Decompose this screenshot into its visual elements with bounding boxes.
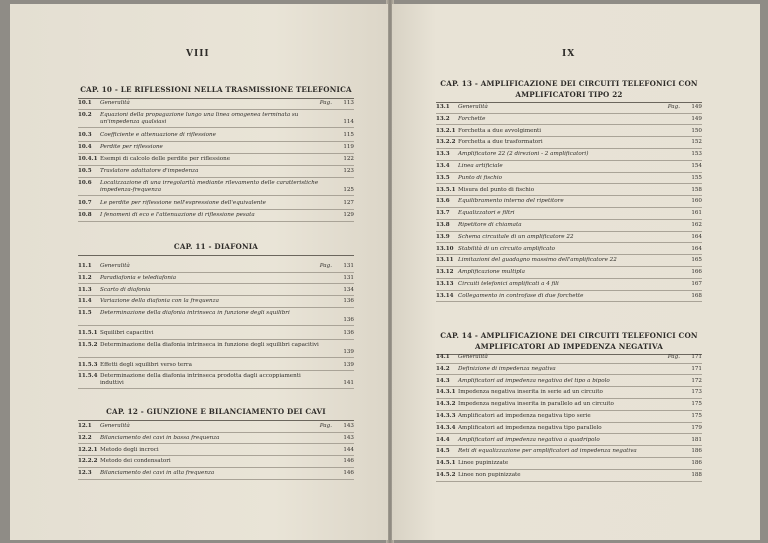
entry-title: Linea artificiale [458, 163, 503, 169]
entry-number: 13.12 [436, 269, 454, 276]
entry-page: 173 [691, 389, 702, 396]
entry-title: Metodo degli incroci [100, 446, 159, 453]
entry-separator [436, 219, 702, 220]
entry-number: 14.3.4 [436, 424, 456, 431]
entry-page: 114 [343, 119, 354, 125]
entry-title: Bilanciamento dei cavi in alta frequenza [100, 470, 215, 477]
entry-separator [436, 113, 702, 114]
toc-entry [78, 458, 354, 465]
toc-entry [78, 362, 354, 369]
toc-entry [436, 293, 702, 300]
entry-number: 12.1 [78, 423, 92, 429]
entry-page: 123 [343, 168, 354, 174]
entry-title: Definizione di impedenza negativa [458, 365, 556, 372]
entry-page: 119 [343, 144, 354, 150]
entry-number: 10.8 [78, 212, 92, 218]
entry-number: 11.4 [78, 298, 92, 305]
chapter-rule [78, 420, 354, 421]
entry-number: 11.5 [78, 310, 92, 317]
toc-entry [78, 156, 354, 163]
entry-page: 162 [691, 222, 702, 228]
entry-number: 11.5.1 [78, 330, 98, 336]
entry-page: 166 [691, 269, 702, 276]
entry-separator [78, 221, 354, 222]
toc-entry [436, 222, 702, 229]
toc-entry [78, 435, 354, 442]
entry-number: 13.1 [436, 104, 450, 110]
entry-number: 13.6 [436, 198, 450, 205]
chapter-title: CAP. 12 - GIUNZIONE E BILANCIAMENTO DEI CAVI [106, 407, 326, 416]
entry-number: 14.3.2 [436, 401, 456, 408]
entry-number: 14.4 [436, 436, 450, 443]
toc-entry [78, 470, 354, 477]
entry-number: 10.4.1 [78, 156, 98, 162]
entry-page: 146 [343, 470, 354, 477]
toc-entry [78, 132, 354, 139]
entry-separator [436, 231, 702, 232]
entry-page: 179 [691, 424, 702, 431]
entry-separator [78, 195, 354, 196]
entry-title: Amplificatori ad impedenza negativa tipo serie [458, 413, 591, 419]
entry-page: 125 [343, 187, 354, 193]
page-number: VIII [186, 49, 210, 59]
chapter-rule [78, 98, 354, 99]
entry-separator [436, 422, 702, 423]
chapter-title: CAP. 13 - AMPLIFICAZIONE DEI CIRCUITI TELEFONICI CON AMPLIFICATORI TIPO 22 [440, 79, 698, 99]
entry-page: 186 [691, 460, 702, 467]
pag-label: Pag. [319, 263, 332, 269]
entry-separator [436, 363, 702, 364]
entry-page: 122 [343, 156, 354, 162]
toc-entry [78, 423, 354, 430]
entry-title: Generalità [100, 100, 130, 106]
entry-number: 14.5.1 [436, 460, 456, 467]
entry-page: 164 [691, 233, 702, 240]
entry-title: Equilibramento interno del ripetitore [458, 198, 564, 205]
entry-number: 13.8 [436, 222, 450, 228]
entry-number: 14.5.2 [436, 472, 456, 478]
chapter-rule [78, 255, 354, 256]
entry-page: 127 [343, 200, 354, 206]
entry-page: 131 [343, 263, 354, 269]
entry-number: 13.5.1 [436, 186, 456, 193]
entry-separator [436, 207, 702, 208]
entry-page: 181 [691, 436, 702, 443]
entry-number: 13.14 [436, 292, 454, 299]
entry-page: 175 [691, 413, 702, 419]
entry-number: 11.5.3 [78, 361, 98, 368]
entry-page: 136 [343, 298, 354, 305]
entry-separator [78, 443, 354, 444]
entry-number: 11.2 [78, 274, 92, 281]
entry-title: Equazioni della propagazione lungo una linea omogenea terminata su un'impedenza qualsiasi [100, 112, 299, 125]
entry-page: 186 [691, 448, 702, 455]
entry-title: Amplificatori ad impedenza negativa tipo parallelo [458, 424, 602, 431]
toc-entry [436, 401, 702, 408]
entry-page: 160 [691, 198, 702, 205]
entry-title: Impedenza negativa inserita in serie ad un circuito [458, 389, 603, 396]
right-page [392, 4, 760, 540]
entry-number: 13.3 [436, 151, 450, 158]
toc-entry [436, 257, 702, 264]
entry-number: 11.3 [78, 286, 92, 293]
entry-page: 143 [343, 423, 354, 429]
toc-entry [436, 472, 702, 479]
entry-separator [436, 183, 702, 184]
entry-separator [436, 172, 702, 173]
entry-page: 152 [691, 139, 702, 146]
toc-entry [78, 263, 354, 270]
entry-number: 10.1 [78, 100, 92, 106]
toc-entry [436, 116, 702, 123]
toc-entry [436, 198, 702, 205]
toc-entry [436, 246, 702, 253]
entry-page: 136 [343, 317, 354, 324]
entry-page: 158 [691, 186, 702, 193]
entry-page: 167 [691, 281, 702, 287]
entry-title: Generalità [458, 354, 488, 360]
entry-number: 11.5.4 [78, 373, 98, 380]
toc-entry [436, 187, 702, 194]
entry-title: Collegamento in controfase di due forchette [458, 292, 584, 299]
entry-page: 113 [343, 100, 354, 106]
entry-separator [436, 301, 702, 302]
entry-page: 136 [343, 330, 354, 336]
entry-page: 155 [691, 174, 702, 181]
entry-separator [436, 386, 702, 387]
entry-title: Determinazione della diafonia intrinseca in funzione degli squilibri [100, 310, 290, 317]
entry-separator [436, 136, 702, 137]
entry-title: Reti di equalizzazione per amplificatori ad impedenza negativa [458, 448, 637, 455]
entry-title: Forchetta a due trasformatori [458, 139, 543, 146]
entry-title: Metodo dei condensatori [100, 458, 171, 465]
page-number: IX [562, 49, 576, 59]
entry-page: 139 [343, 348, 354, 355]
entry-page: 149 [691, 115, 702, 122]
entry-separator [78, 370, 354, 371]
toc-entry [436, 366, 702, 373]
entry-title: Variazione della diafonia con la frequenza [100, 298, 219, 305]
entry-number: 13.5 [436, 174, 450, 181]
chapter-title: CAP. 10 - LE RIFLESSIONI NELLA TRASMISSIONE TELEFONICA [80, 85, 352, 94]
entry-page: 131 [343, 274, 354, 281]
entry-title: Generalità [100, 263, 130, 269]
entry-title: Coefficiente e attenuazione di riflessione [100, 132, 216, 138]
entry-separator [78, 388, 354, 389]
toc-entry [78, 275, 354, 282]
entry-number: 12.2 [78, 434, 92, 441]
toc-entry [436, 128, 702, 135]
entry-separator [78, 209, 354, 210]
toc-entry [78, 144, 354, 151]
entry-number: 11.5.2 [78, 341, 98, 348]
toc-entry [78, 342, 354, 356]
entry-separator [436, 469, 702, 470]
entry-page: 175 [691, 401, 702, 408]
entry-title: Esempi di calcolo delle perdite per riflessione [100, 156, 231, 162]
entry-title: Amplificatore 22 (2 direzioni - 2 amplificatori) [458, 151, 589, 158]
toc-entry [436, 104, 702, 111]
entry-title: Determinazione della diafonia intrinseca prodotta dagli accoppiamenti induttivi [100, 373, 301, 387]
toc-entry [78, 168, 354, 175]
entry-separator [78, 272, 354, 273]
entry-title: Effetti degli squilibri verso terra [100, 361, 192, 368]
entry-title: Determinazione della diafonia intrinseca in funzione degli squilibri capacitivi [100, 341, 319, 348]
entry-separator [436, 410, 702, 411]
entry-title: Amplificatori ad impedenza negativa a quadripolo [458, 436, 600, 443]
entry-separator [436, 481, 702, 482]
entry-number: 14.3.3 [436, 413, 456, 419]
toc-entry [436, 378, 702, 385]
entry-title: Le perdite per riflessione nell'espressione dell'equivalente [100, 200, 266, 206]
chapter-rule [436, 102, 702, 103]
toc-entry [436, 425, 702, 432]
entry-title: Forchette [458, 115, 486, 122]
entry-separator [78, 283, 354, 284]
entry-title: Squilibri capacitivi [100, 330, 154, 336]
toc-entry [436, 163, 702, 170]
entry-page: 150 [691, 127, 702, 134]
entry-separator [436, 254, 702, 255]
toc-entry [78, 287, 354, 294]
toc-entry [436, 448, 702, 455]
entry-page: 129 [343, 212, 354, 218]
entry-title: Generalità [100, 423, 130, 429]
entry-separator [78, 127, 354, 128]
entry-separator [78, 109, 354, 110]
entry-number: 14.3.1 [436, 389, 456, 396]
entry-title: Linee non pupinizzate [458, 472, 521, 478]
entry-page: 149 [691, 104, 702, 110]
entry-title: Linee pupinizzate [458, 460, 509, 467]
entry-separator [78, 357, 354, 358]
entry-page: 144 [343, 446, 354, 453]
entry-number: 12.2.1 [78, 446, 98, 453]
entry-title: Amplificazione multipla [458, 269, 525, 276]
entry-number: 13.13 [436, 281, 454, 287]
entry-number: 13.10 [436, 245, 454, 252]
entry-separator [436, 445, 702, 446]
entry-separator [436, 266, 702, 267]
toc-entry [436, 175, 702, 182]
entry-number: 13.7 [436, 210, 450, 217]
entry-title: Limitazioni del guadagno massimo dell'amplificatore 22 [458, 257, 617, 264]
entry-page: 143 [343, 434, 354, 441]
entry-separator [78, 432, 354, 433]
entry-number: 13.2.2 [436, 139, 456, 146]
entry-title: I fenomeni di eco e l'attenuazione di riflessione pesata [100, 212, 255, 218]
entry-separator [436, 160, 702, 161]
toc-entry [436, 460, 702, 467]
entry-title: Stabilità di un circuito amplificato [458, 245, 555, 252]
entry-title: Forchetta a due avvolgimenti [458, 127, 542, 134]
entry-page: 153 [691, 151, 702, 158]
entry-title: Paradiafonia e telediafonia [100, 274, 177, 281]
entry-page: 161 [691, 210, 702, 217]
entry-separator [78, 325, 354, 326]
entry-title: Equalizzatori e filtri [458, 210, 515, 217]
entry-separator [78, 479, 354, 480]
pag-label: Pag. [319, 100, 332, 106]
entry-title: Ripetitore di chiamata [458, 222, 522, 228]
entry-page: 139 [343, 361, 354, 368]
toc-entry [436, 269, 702, 276]
toc-entry [436, 437, 702, 444]
entry-title: Impedenza negativa inserita in parallelo ad un circuito [458, 401, 614, 408]
entry-title: Perdite per riflessione [100, 144, 163, 150]
toc-entry [436, 281, 702, 288]
entry-title: Localizzazione di una irregolarità mediante rilevamento delle caratteristiche impedenza-frequenza [100, 180, 319, 193]
entry-number: 10.5 [78, 168, 92, 174]
left-page [10, 4, 388, 540]
entry-page: 171 [691, 365, 702, 372]
toc-entry [436, 210, 702, 217]
entry-page: 171 [691, 354, 702, 360]
entry-separator [436, 433, 702, 434]
entry-separator [436, 195, 702, 196]
entry-separator [78, 339, 354, 340]
entry-number: 10.3 [78, 132, 92, 138]
entry-separator [78, 153, 354, 154]
entry-separator [436, 148, 702, 149]
entry-number: 12.2.2 [78, 458, 98, 465]
entry-page: 134 [343, 286, 354, 293]
toc-entry [78, 298, 354, 305]
entry-number: 14.3 [436, 377, 450, 384]
entry-number: 10.4 [78, 144, 92, 150]
entry-separator [436, 290, 702, 291]
entry-number: 10.6 [78, 180, 92, 186]
entry-page: 115 [343, 132, 354, 138]
toc-entry [78, 180, 354, 194]
entry-separator [78, 467, 354, 468]
entry-page: 168 [691, 292, 702, 299]
entry-title: Scarto di diafonia [100, 286, 151, 293]
entry-page: 165 [691, 257, 702, 264]
entry-number: 10.2 [78, 112, 92, 118]
entry-number: 13.4 [436, 163, 450, 169]
toc-entry [78, 373, 354, 387]
toc-entry [436, 389, 702, 396]
toc-entry [78, 200, 354, 207]
entry-number: 13.9 [436, 233, 450, 240]
entry-number: 13.11 [436, 257, 454, 264]
entry-number: 14.2 [436, 365, 450, 372]
entry-separator [436, 124, 702, 125]
entry-page: 172 [691, 377, 702, 384]
entry-separator [78, 307, 354, 308]
toc-entry [78, 330, 354, 337]
toc-entry [78, 112, 354, 126]
entry-separator [78, 455, 354, 456]
entry-page: 164 [691, 245, 702, 252]
entry-page: 154 [691, 163, 702, 169]
entry-page: 188 [691, 472, 702, 478]
entry-separator [78, 141, 354, 142]
entry-number: 14.5 [436, 448, 450, 455]
entry-title: Punto di fischio [458, 174, 503, 181]
entry-separator [78, 165, 354, 166]
entry-number: 13.2 [436, 115, 450, 122]
toc-entry [436, 139, 702, 146]
toc-entry [436, 413, 702, 420]
chapter-title: CAP. 11 - DIAFONIA [173, 242, 259, 251]
pag-label: Pag. [667, 354, 680, 360]
pag-label: Pag. [667, 104, 680, 110]
entry-separator [436, 278, 702, 279]
entry-page: 141 [343, 380, 354, 387]
entry-title: Traslatore adattatore d'impedenza [100, 168, 199, 174]
entry-title: Schema circuitale di un amplificatore 22 [458, 233, 574, 240]
pag-label: Pag. [319, 423, 332, 429]
entry-number: 10.7 [78, 200, 92, 206]
entry-title: Circuiti telefonici amplificati a 4 fili [458, 281, 559, 287]
entry-title: Misura del punto di fischio [458, 186, 535, 193]
entry-separator [78, 295, 354, 296]
toc-entry [78, 447, 354, 454]
entry-separator [436, 457, 702, 458]
toc-entry [78, 100, 354, 107]
toc-entry [78, 310, 354, 324]
toc-entry [436, 354, 702, 361]
entry-separator [436, 242, 702, 243]
entry-number: 14.1 [436, 354, 450, 360]
entry-number: 12.3 [78, 470, 92, 477]
entry-separator [436, 398, 702, 399]
entry-separator [436, 374, 702, 375]
entry-number: 11.1 [78, 263, 92, 269]
entry-title: Bilanciamento dei cavi in bassa frequenza [100, 434, 220, 441]
entry-separator [78, 177, 354, 178]
entry-title: Amplificatori ad impedenza negativa del tipo a bipolo [458, 377, 610, 384]
entry-number: 13.2.1 [436, 127, 456, 134]
entry-title: Generalità [458, 104, 488, 110]
chapter-title: CAP. 14 - AMPLIFICAZIONE DEI CIRCUITI TELEFONICI CON AMPLIFICATORI AD IMPEDENZA NEGATIVA [440, 331, 698, 351]
toc-entry [436, 234, 702, 241]
entry-page: 146 [343, 458, 354, 465]
toc-entry [436, 151, 702, 158]
toc-entry [78, 212, 354, 219]
